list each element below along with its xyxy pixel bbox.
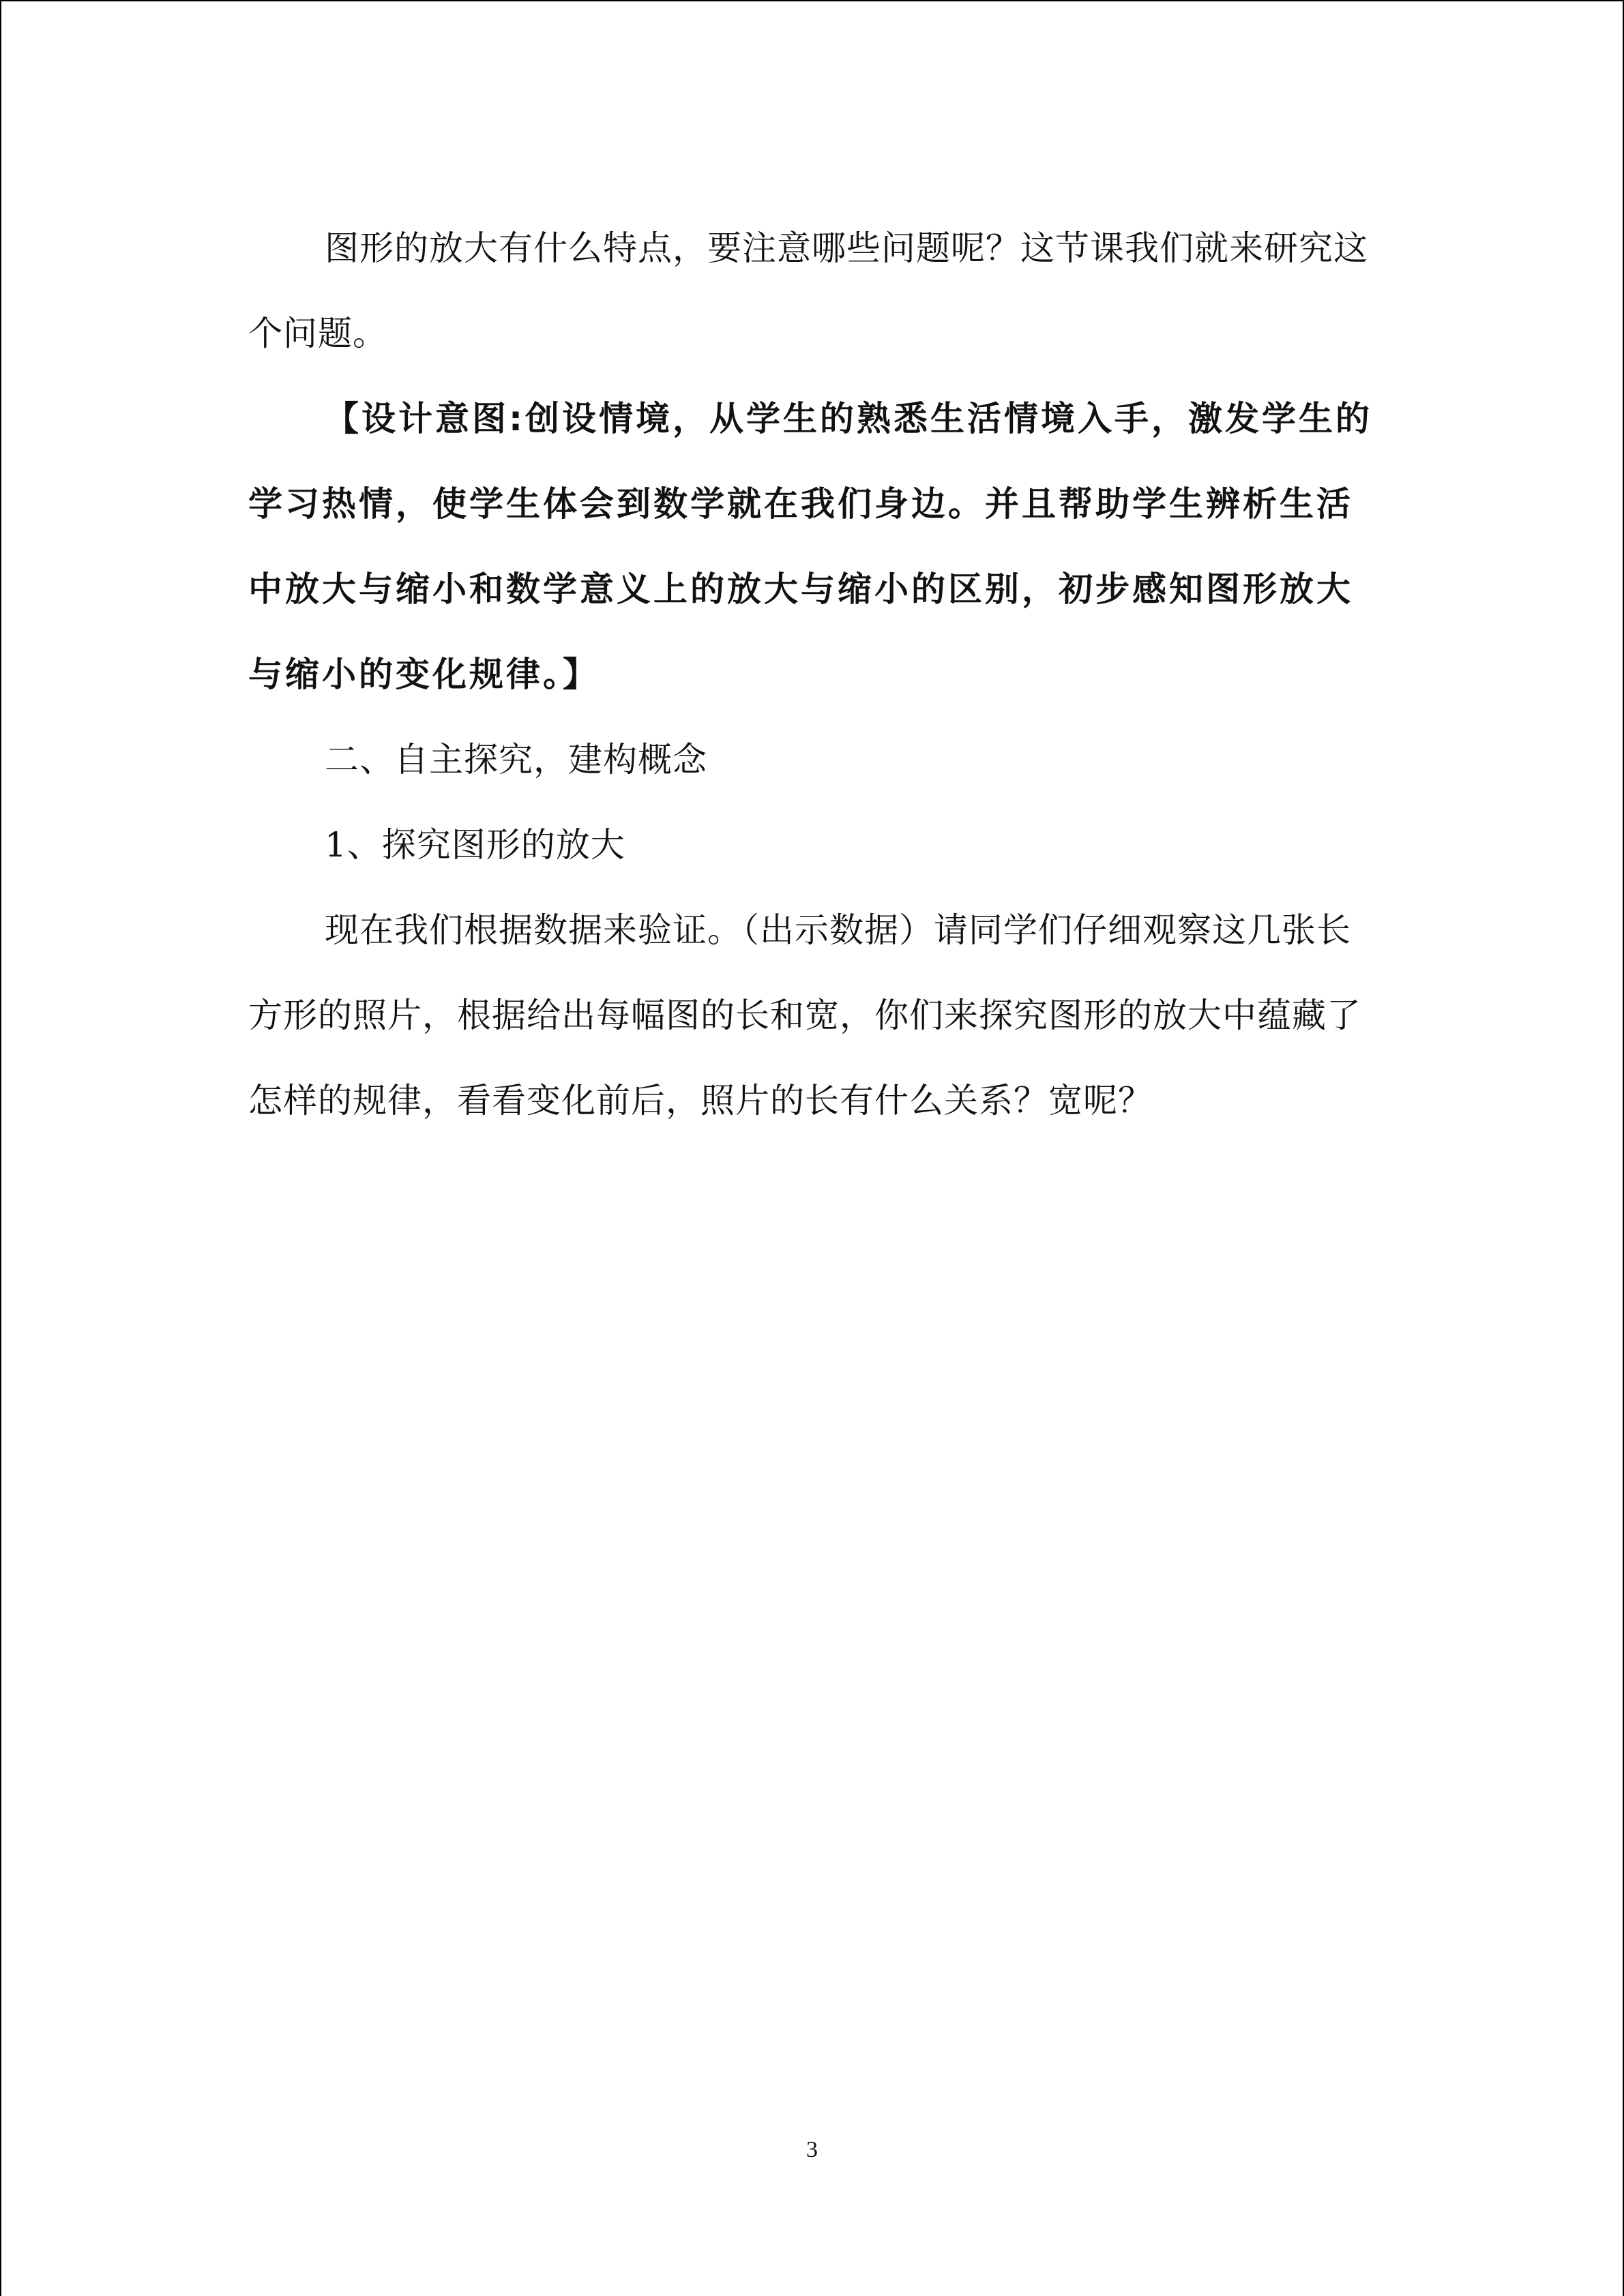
design-intent-paragraph: 【设计意图:创设情境，从学生的熟悉生活情境入手，激发学生的学习热情，使学生体会到数学就在我们身边。并且帮助学生辨析生活中放大与缩小和数学意义上的放大与缩小的区别，初步感知图形放大与缩小的变化规律。】: [248, 399, 1372, 694]
body-paragraph: 现在我们根据数据来验证。（出示数据）请同学们仔细观察这几张长方形的照片，根据给出每幅图的长和宽，你们来探究图形的放大中蕴藏了怎样的规律，看看变化前后，照片的长有什么关系？宽呢？: [248, 910, 1361, 1120]
section-heading: 二、自主探究，建构概念: [325, 740, 707, 779]
page-content: [248, 206, 1381, 1144]
subsection-heading: 1、探究图形的放大: [325, 825, 625, 865]
page-number: 3: [806, 2137, 818, 2162]
intro-paragraph: 图形的放大有什么特点，要注意哪些问题呢？这节课我们就来研究这个问题。: [248, 228, 1368, 353]
